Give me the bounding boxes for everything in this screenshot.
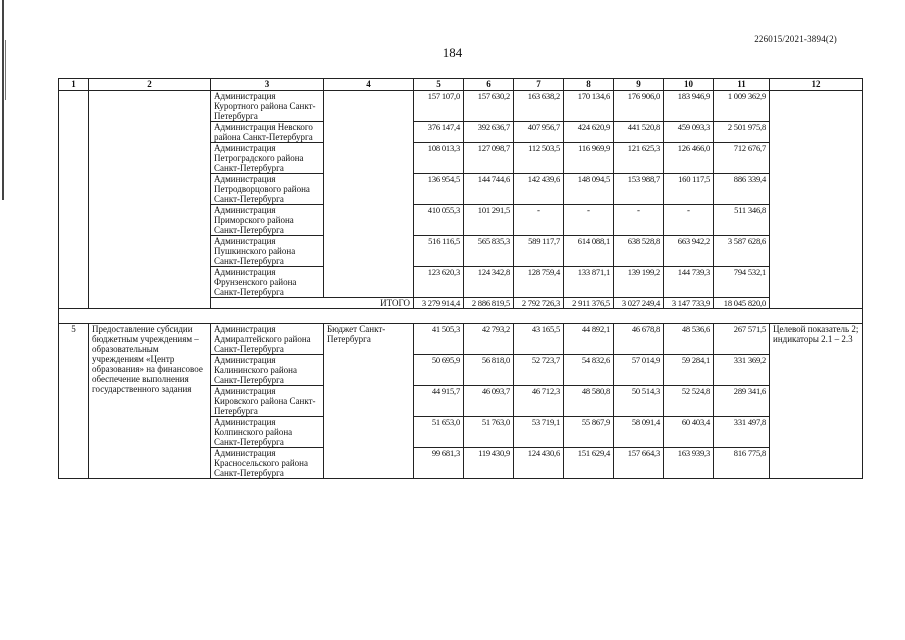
value-cell: 157 107,0 — [414, 91, 464, 122]
column-header: 7 — [514, 79, 564, 91]
value-cell: 46 093,7 — [464, 386, 514, 417]
value-cell: 123 620,3 — [414, 267, 464, 298]
organization-cell: Администрация Фрунзенского района Санкт-Петербурга — [211, 267, 324, 298]
value-cell: 638 528,8 — [614, 236, 664, 267]
value-cell: 139 199,2 — [614, 267, 664, 298]
value-cell: 183 946,9 — [664, 91, 714, 122]
value-cell: 170 134,6 — [564, 91, 614, 122]
value-cell: 119 430,9 — [464, 448, 514, 479]
value-cell: 57 014,9 — [614, 355, 664, 386]
value-cell: 116 969,9 — [564, 143, 614, 174]
value-cell: 614 088,1 — [564, 236, 614, 267]
value-cell: 127 098,7 — [464, 143, 514, 174]
spacer-cell — [59, 309, 863, 324]
source-cell: Бюджет Санкт-Петербурга — [324, 324, 414, 479]
value-cell: 99 681,3 — [414, 448, 464, 479]
column-header: 11 — [714, 79, 770, 91]
column-header: 12 — [770, 79, 863, 91]
column-header: 1 — [59, 79, 89, 91]
organization-cell: Администрация Петроградского района Санкт-Петербурга — [211, 143, 324, 174]
value-cell: 712 676,7 — [714, 143, 770, 174]
value-cell: 794 532,1 — [714, 267, 770, 298]
page-number: 184 — [442, 45, 463, 60]
source-cell — [324, 91, 414, 298]
value-cell: 565 835,3 — [464, 236, 514, 267]
scan-edge-mark — [2, 0, 4, 200]
organization-cell: Администрация Пушкинского района Санкт-Петербурга — [211, 236, 324, 267]
value-cell: 516 116,5 — [414, 236, 464, 267]
row-number-cell: 5 — [59, 324, 89, 479]
value-cell: 392 636,7 — [464, 122, 514, 143]
total-value-cell: 3 027 249,4 — [614, 298, 664, 309]
value-cell: - — [614, 205, 664, 236]
value-cell: 56 818,0 — [464, 355, 514, 386]
value-cell: 46 678,8 — [614, 324, 664, 355]
organization-cell: Администрация Петродворцового района Санкт-Петербурга — [211, 174, 324, 205]
column-header: 4 — [324, 79, 414, 91]
value-cell: 112 503,5 — [514, 143, 564, 174]
total-value-cell: 3 279 914,4 — [414, 298, 464, 309]
budget-table — [58, 78, 863, 479]
value-cell: 157 630,2 — [464, 91, 514, 122]
value-cell: 51 763,0 — [464, 417, 514, 448]
organization-cell: Администрация Кировского района Санкт-Петербурга — [211, 386, 324, 417]
document-id: 226015/2021-3894(2) — [754, 34, 837, 44]
value-cell: 50 514,3 — [614, 386, 664, 417]
value-cell: 441 520,8 — [614, 122, 664, 143]
value-cell: 44 915,7 — [414, 386, 464, 417]
value-cell: 1 009 362,9 — [714, 91, 770, 122]
organization-cell: Администрация Адмиралтейского района Санкт-Петербурга — [211, 324, 324, 355]
table-header-row — [59, 79, 863, 91]
spacer-row — [59, 309, 863, 324]
value-cell: 153 988,7 — [614, 174, 664, 205]
total-value-cell: 2 911 376,5 — [564, 298, 614, 309]
organization-cell: Администрация Калининского района Санкт-Петербурга — [211, 355, 324, 386]
organization-cell: Администрация Колпинского района Санкт-Петербурга — [211, 417, 324, 448]
value-cell: 42 793,2 — [464, 324, 514, 355]
value-cell: 144 739,3 — [664, 267, 714, 298]
value-cell: 126 466,0 — [664, 143, 714, 174]
total-value-cell: 2 792 726,3 — [514, 298, 564, 309]
value-cell: 589 117,7 — [514, 236, 564, 267]
column-header: 9 — [614, 79, 664, 91]
organization-cell: Администрация Курортного района Санкт-Петербурга — [211, 91, 324, 122]
value-cell: 53 719,1 — [514, 417, 564, 448]
value-cell: 2 501 975,8 — [714, 122, 770, 143]
value-cell: 511 346,8 — [714, 205, 770, 236]
value-cell: 43 165,5 — [514, 324, 564, 355]
value-cell: 101 291,5 — [464, 205, 514, 236]
value-cell: 48 580,8 — [564, 386, 614, 417]
value-cell: 58 091,4 — [614, 417, 664, 448]
value-cell: 51 653,0 — [414, 417, 464, 448]
column-header: 2 — [89, 79, 211, 91]
value-cell: 133 871,1 — [564, 267, 614, 298]
value-cell: 424 620,9 — [564, 122, 614, 143]
value-cell: 46 712,3 — [514, 386, 564, 417]
value-cell: 44 892,1 — [564, 324, 614, 355]
column-header: 3 — [211, 79, 324, 91]
value-cell: 163 638,2 — [514, 91, 564, 122]
total-value-cell: 2 886 819,5 — [464, 298, 514, 309]
value-cell: 48 536,6 — [664, 324, 714, 355]
value-cell: 267 571,5 — [714, 324, 770, 355]
table-row — [59, 324, 863, 355]
value-cell: 52 524,8 — [664, 386, 714, 417]
value-cell: - — [664, 205, 714, 236]
organization-cell: Администрация Невского района Санкт-Петербурга — [211, 122, 324, 143]
indicator-cell — [770, 91, 863, 309]
value-cell: 148 094,5 — [564, 174, 614, 205]
value-cell: 663 942,2 — [664, 236, 714, 267]
value-cell: - — [564, 205, 614, 236]
column-header: 10 — [664, 79, 714, 91]
column-header: 6 — [464, 79, 514, 91]
value-cell: 289 341,6 — [714, 386, 770, 417]
column-header: 8 — [564, 79, 614, 91]
value-cell: 160 117,5 — [664, 174, 714, 205]
value-cell: 108 013,3 — [414, 143, 464, 174]
value-cell: 163 939,3 — [664, 448, 714, 479]
total-value-cell: 18 045 820,0 — [714, 298, 770, 309]
value-cell: 59 284,1 — [664, 355, 714, 386]
column-header: 5 — [414, 79, 464, 91]
organization-cell: Администрация Приморского района Санкт-Петербурга — [211, 205, 324, 236]
value-cell: 816 775,8 — [714, 448, 770, 479]
value-cell: - — [514, 205, 564, 236]
value-cell: 136 954,5 — [414, 174, 464, 205]
value-cell: 41 505,3 — [414, 324, 464, 355]
table-row — [59, 91, 863, 122]
value-cell: 142 439,6 — [514, 174, 564, 205]
value-cell: 144 744,6 — [464, 174, 514, 205]
value-cell: 128 759,4 — [514, 267, 564, 298]
value-cell: 60 403,4 — [664, 417, 714, 448]
value-cell: 410 055,3 — [414, 205, 464, 236]
value-cell: 50 695,9 — [414, 355, 464, 386]
value-cell: 124 342,8 — [464, 267, 514, 298]
value-cell: 157 664,3 — [614, 448, 664, 479]
description-cell: Предоставление субсидии бюджетным учреждениям – образовательным учреждениям «Центр образования» на финансовое обеспечение выполнения государственного задания — [89, 324, 211, 479]
value-cell: 121 625,3 — [614, 143, 664, 174]
value-cell: 886 339,4 — [714, 174, 770, 205]
indicator-cell: Целевой показатель 2; индикаторы 2.1 – 2.3 — [770, 324, 863, 479]
description-cell — [89, 91, 211, 309]
value-cell: 407 956,7 — [514, 122, 564, 143]
organization-cell: Администрация Красносельского района Санкт-Петербурга — [211, 448, 324, 479]
total-label: ИТОГО — [211, 298, 414, 309]
value-cell: 331 369,2 — [714, 355, 770, 386]
value-cell: 54 832,6 — [564, 355, 614, 386]
value-cell: 52 723,7 — [514, 355, 564, 386]
value-cell: 151 629,4 — [564, 448, 614, 479]
value-cell: 459 093,3 — [664, 122, 714, 143]
total-value-cell: 3 147 733,9 — [664, 298, 714, 309]
row-number-cell — [59, 91, 89, 309]
value-cell: 376 147,4 — [414, 122, 464, 143]
value-cell: 124 430,6 — [514, 448, 564, 479]
value-cell: 331 497,8 — [714, 417, 770, 448]
value-cell: 3 587 628,6 — [714, 236, 770, 267]
value-cell: 176 906,0 — [614, 91, 664, 122]
value-cell: 55 867,9 — [564, 417, 614, 448]
